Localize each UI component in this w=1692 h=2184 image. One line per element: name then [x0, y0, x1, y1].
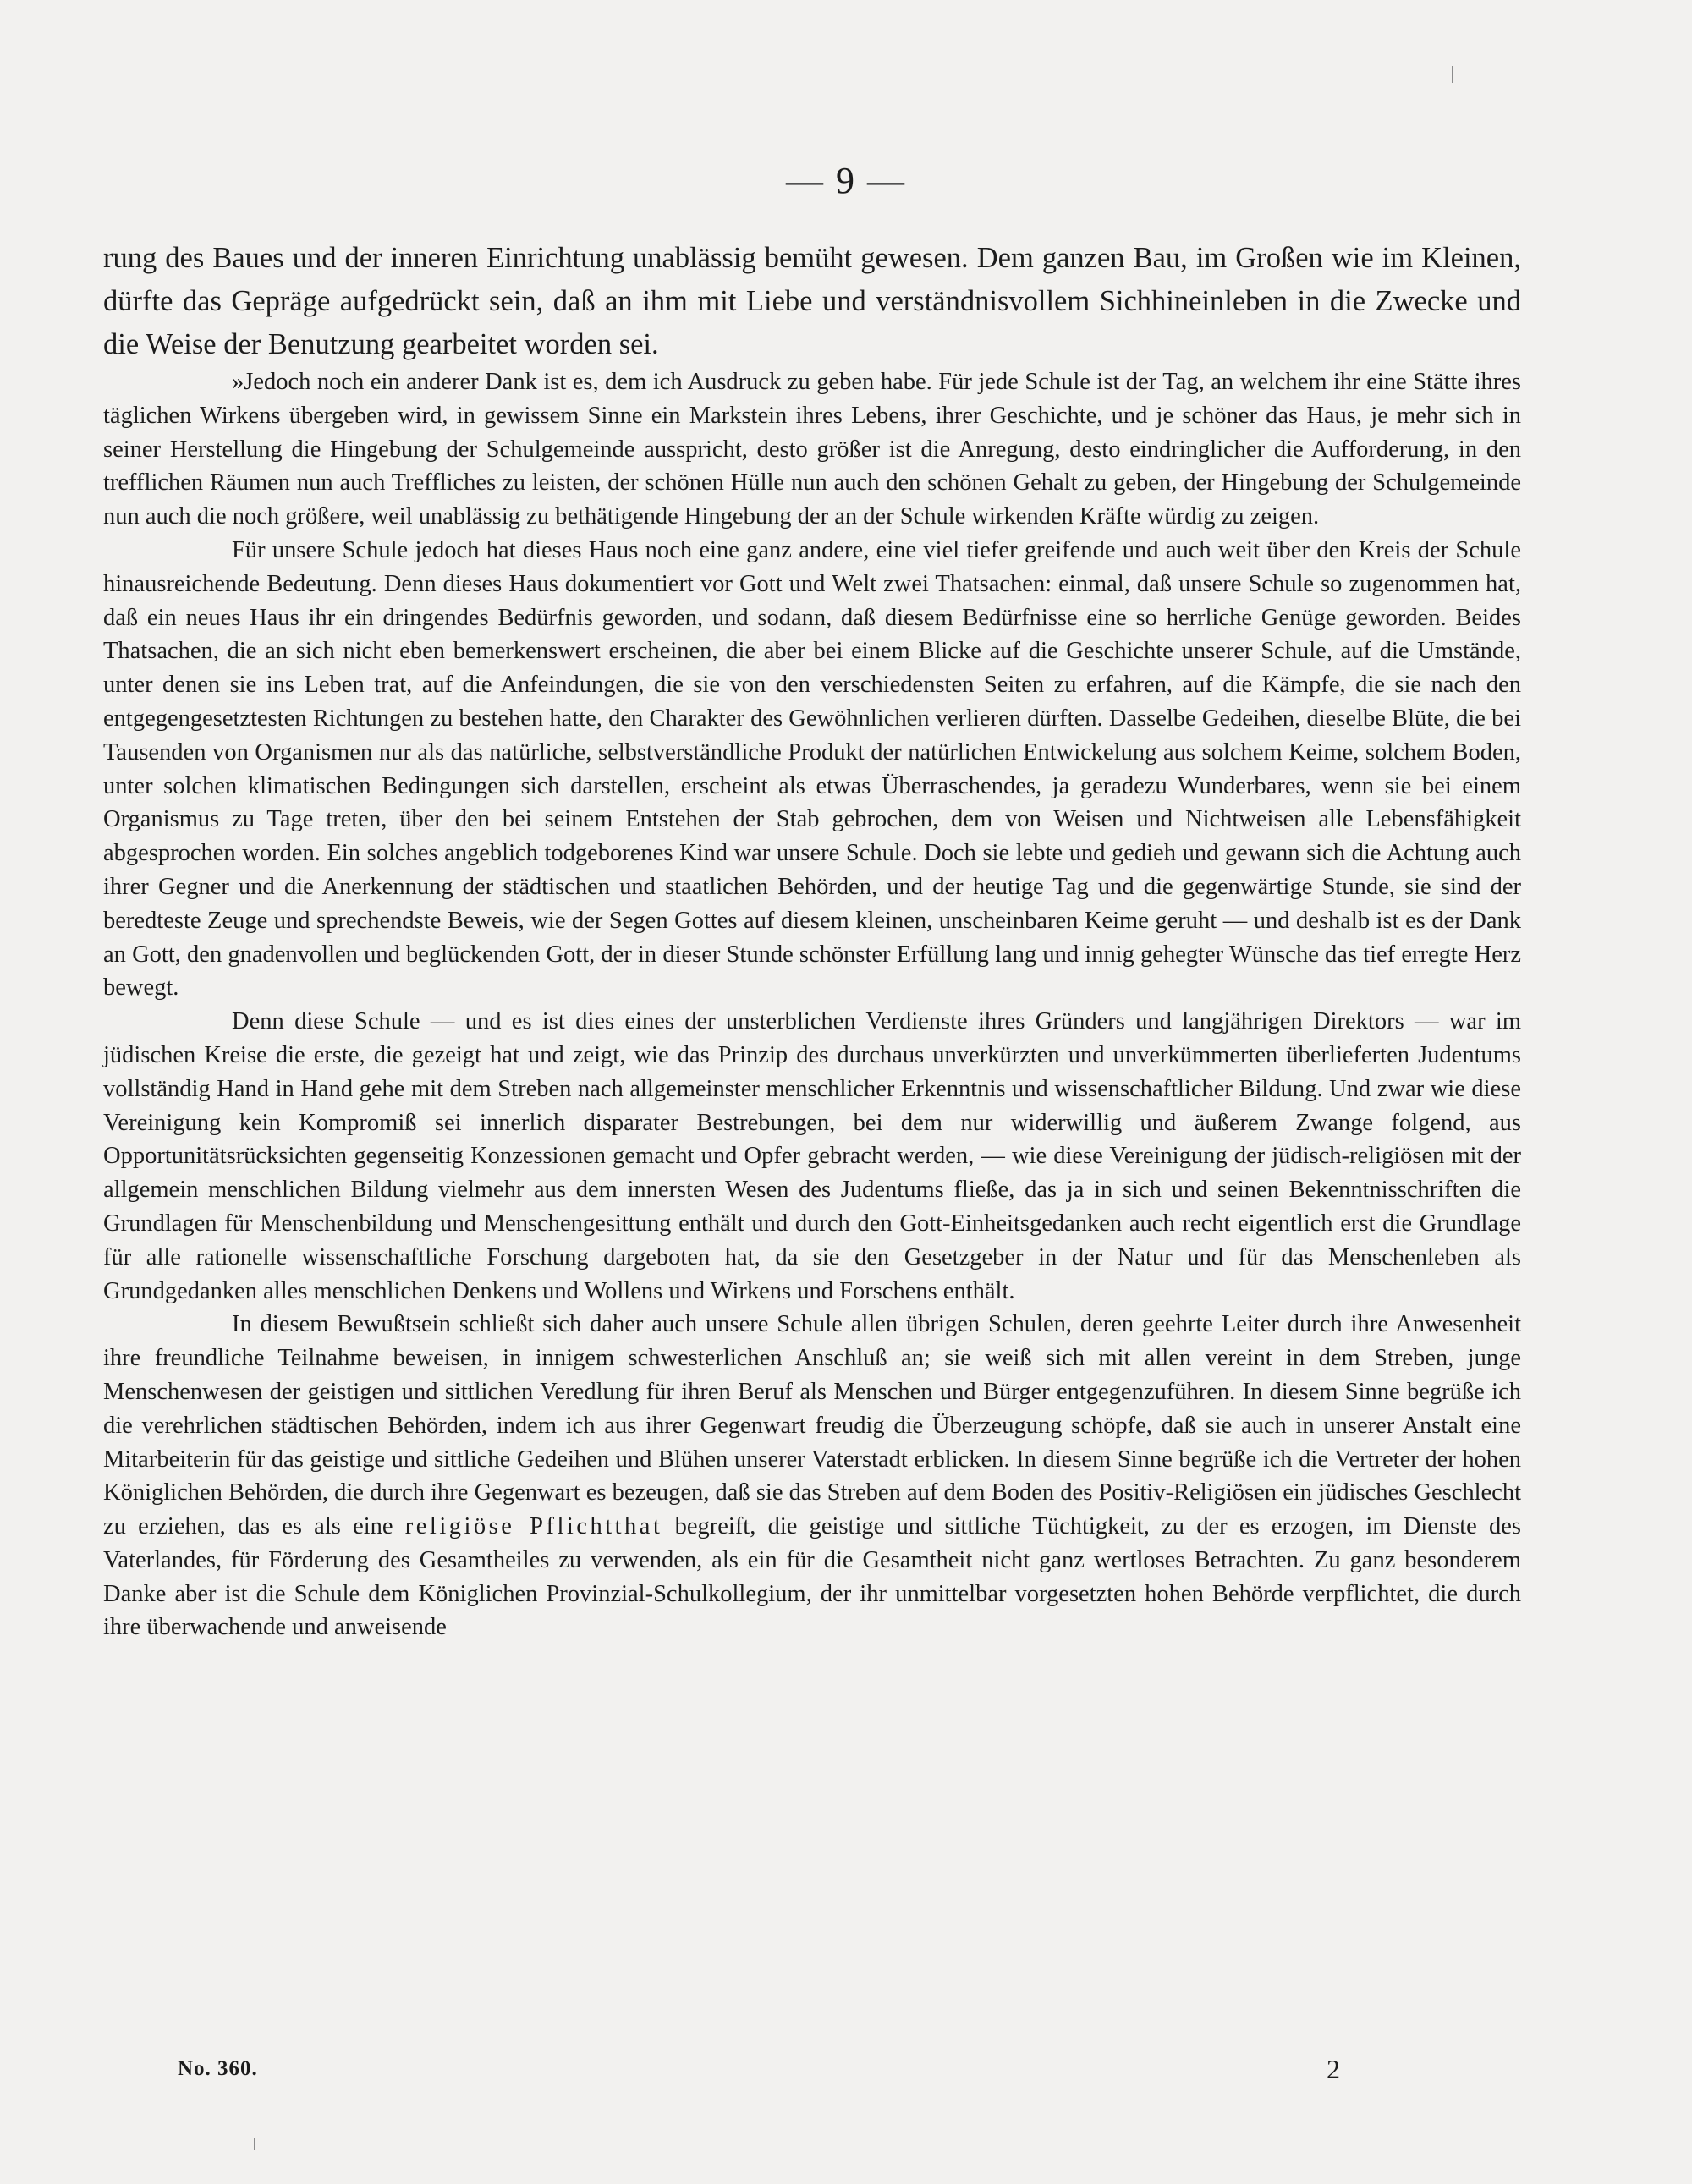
- scan-speck: [254, 2138, 255, 2150]
- paragraph-begruessung: [103, 1308, 1521, 1644]
- speech-text: [103, 365, 1521, 1644]
- paragraph-judentum: Denn diese Schule — und es ist dies eines der unsterblichen Verdienste ihres Gründers und langjährigen Direktors — war im jüdischen Kreise die erste, die gezeigt hat und zeigt, wie das Prinzip des durchaus unverkürzten und unverkümmerten überlieferten Judentums vollständig Hand in Hand gehe mit dem Streben nach allgemeinster menschlicher Erkenntnis und wissenschaftlicher Bildung. Und zwar wie diese Vereinigung kein Kompromiß sei innerlich disparater Bestrebungen, bei dem nur widerwillig und äußerem Zwange folgend, aus Opportunitätsrücksichten gegenseitig Konzessionen gemacht und Opfer gebracht werden, — wie diese Vereinigung der jüdisch-religiösen mit der allgemein menschlichen Bildung vielmehr aus dem innersten Wesen des Judentums fließe, das ja in sich und seinen Bekenntnisschriften die Grundlagen für Menschenbildung und Menschengesittung enthält und durch den Gott-Einheitsgedanken auch recht eigentlich erst die Grundlage für alle rationelle wissenschaftliche Forschung dargeboten hat, da sie den Gesetzgeber in der Natur und für das Menschenleben als Grundgedanken alles menschlichen Denkens und Wollens und Wirkens und Forschens enthält.: [103, 1008, 1521, 1304]
- paragraph-bedeutung: Für unsere Schule jedoch hat dieses Haus noch eine ganz andere, eine viel tiefer greifende und auch weit über den Kreis der Schule hinausreichende Bedeutung. Denn dieses Haus dokumentiert vor Gott und Welt zwei Thatsachen: einmal, daß unsere Schule so zugenommen hat, daß ein neues Haus ihr ein dringendes Bedürfnis geworden, und sodann, daß diesem Bedürfnisse eine so herrliche Genüge geworden. Beides Thatsachen, die an sich nicht eben bemerkenswert erscheinen, die aber bei einem Blicke auf die Geschichte unserer Schule, auf die Umstände, unter denen sie ins Leben trat, auf die Anfeindungen, die sie von den verschiedensten Seiten zu erfahren, auf die Kämpfe, die sie nach den entgegengesetztesten Richtungen zu bestehen hatte, den Charakter des Gewöhnlichen verlieren dürften. Dasselbe Gedeihen, dieselbe Blüte, die bei Tausenden von Organismen nur als das natürliche, selbstverständliche Produkt der natürlichen Entwickelung aus solchem Keime, solchem Boden, unter solchen klimatischen Bedingungen sich darstellen, erscheint als etwas Überraschendes, ja geradezu Wunderbares, wenn sie bei einem Organismus zu Tage treten, über den bei seinem Entstehen der Stab gebrochen, dem von Weisen und Nichtweisen alle Lebensfähigkeit abgesprochen worden. Ein solches angeblich todgeborenes Kind war unsere Schule. Doch sie lebte und gedieh und gewann sich die Achtung auch ihrer Gegner und die Anerkennung der städtischen und staatlichen Behörden, und der heutige Tag und die gegenwärtige Stunde, sie sind der beredteste Zeuge und sprechendste Beweis, wie der Segen Gottes auf diesem kleinen, unscheinbaren Keime geruht — und deshalb ist es der Dank an Gott, den gnadenvollen und beglückenden Gott, der in dieser Stunde schönster Erfüllung lang und innig gehegter Wünsche das tief erregte Herz bewegt.: [103, 536, 1521, 1001]
- emphasis-spaced-text: religiöse Pflichtthat: [404, 1513, 663, 1540]
- paragraph-begruessung-text: In diesem Bewußtsein schließt sich daher auch unsere Schule allen übrigen Schulen, deren geehrte Leiter durch ihre Anwesenheit ihre freundliche Teilnahme beweisen, in innigem schwesterlichen Anschluß an; sie weiß sich mit allen vereint in dem Streben, junge Menschenwesen der geistigen und sittlichen Veredlung für ihren Beruf als Menschen und Bürger entgegenzuführen. In diesem Sinne begrüße ich die verehrlichen städtischen Behörden, indem ich aus ihrer Gegenwart freudig die Überzeugung schöpfe, daß sie auch in unserer Anstalt eine Mitarbeiterin für das geistige und sittliche Gedeihen und Blühen unserer Vaterstadt erblicken. In diesem Sinne begrüße ich die Vertreter der hohen Königlichen Behörden, die durch ihre Gegenwart es bezeugen, daß sie das Streben auf dem Boden des Positiv-Religiösen ein jüdisches Geschlecht zu erziehen, das es als eine: [103, 1311, 1521, 1540]
- paragraph-continued: rung des Baues und der inneren Einrichtung unablässig bemüht gewesen. Dem ganzen Bau, im Großen wie im Kleinen, dürfte das Gepräge aufgedrückt sein, daß an ihm mit Liebe und verständnisvollem Sichhineinleben in die Zwecke und die Weise der Benutzung gearbeitet worden sei.: [103, 242, 1521, 360]
- paragraph-dank: »Jedoch noch ein anderer Dank ist es, dem ich Ausdruck zu geben habe. Für jede Schule ist der Tag, an welchem ihr eine Stätte ihres täglichen Wirkens übergeben wird, in gewissem Sinne ein Markstein ihres Lebens, ihrer Geschichte, und je schöner das Haus, je mehr sich in seiner Herstellung die Hingebung der Schulgemeinde ausspricht, desto größer ist die Anregung, desto eindringlicher die Aufforderung, in den trefflichen Räumen nun auch Treffliches zu leisten, der schönen Hülle nun auch den schönen Gehalt zu geben, der Hingebung der Schulgemeinde nun auch die noch größere, weil unablässig zu bethätigende Hingebung der an der Schule wirkenden Kräfte würdig zu zeigen.: [103, 369, 1521, 530]
- page-number: — 9 —: [786, 160, 906, 201]
- intro-paragraph: [103, 237, 1521, 366]
- paragraph-begruessung-end: begreift, die geistige und sittliche Tüchtigkeit, zu der es erzogen, im Dienste des Vaterlandes, für Förderung des Gesamtheiles zu verwenden, als ein für die Gesamtheit nicht ganz wertloses Betrachten. Zu ganz besonderem Danke aber ist die Schule dem Königlichen Provinzial-Schulkollegium, der ihr unmittelbar vorgesetzten hohen Behörde verpflichtet, die durch ihre überwachende und anweisende: [103, 1513, 1522, 1641]
- scan-speck: [1452, 66, 1453, 83]
- sheet-number: 2: [1327, 2054, 1340, 2084]
- printer-signature: No. 360.: [178, 2057, 258, 2080]
